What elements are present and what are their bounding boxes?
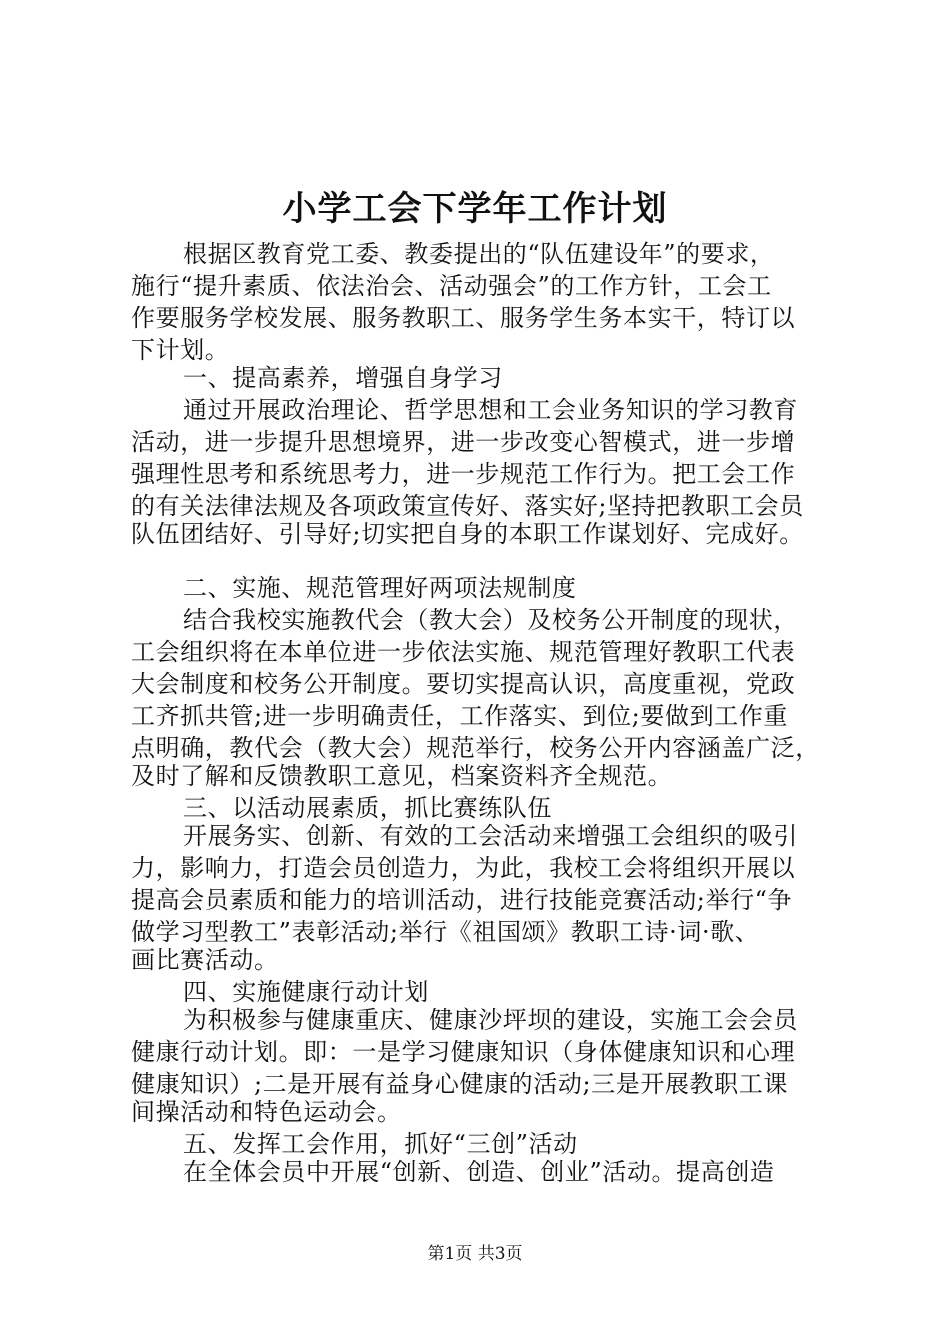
paragraph-line: 大会制度和校务公开制度。要切实提高认识，高度重视，党政 [131,670,796,698]
section-heading: 一、提高素养，增强自身学习 [183,364,503,392]
paragraph-line: 结合我校实施教代会（教大会）及校务公开制度的现状， [183,606,798,634]
paragraph-line: 强理性思考和系统思考力，进一步规范工作行为。把工会工作 [131,460,796,488]
paragraph-line: 活动，进一步提升思想境界，进一步改变心智模式，进一步增 [131,428,796,456]
paragraph-line: 在全体会员中开展“创新、创造、创业”活动。提高创造 [183,1158,775,1186]
page-footer: 第1页 共3页 [427,1244,523,1264]
document-title: 小学工会下学年工作计划 [282,189,668,229]
paragraph-line: 及时了解和反馈教职工意见，档案资料齐全规范。 [131,762,673,790]
paragraph-line: 作要服务学校发展、服务教职工、服务学生务本实干，特订以 [131,304,796,332]
paragraph-line: 健康行动计划。即：一是学习健康知识（身体健康知识和心理 [131,1038,796,1066]
paragraph-line: 画比赛活动。 [131,946,279,974]
paragraph-line: 开展务实、创新、有效的工会活动来增强工会组织的吸引 [183,822,798,850]
paragraph-line: 健康知识）;二是开展有益身心健康的活动;三是开展教职工课 [131,1070,788,1098]
paragraph-line: 通过开展政治理论、哲学思想和工会业务知识的学习教育 [183,396,798,424]
paragraph-line: 做学习型教工”表彰活动;举行《祖国颂》教职工诗·词·歌、 [131,918,760,946]
paragraph-line: 工齐抓共管;进一步明确责任，工作落实、到位;要做到工作重 [131,702,788,730]
paragraph-line: 施行“提升素质、依法治会、活动强会”的工作方针，工会工 [131,272,772,300]
paragraph-line: 提高会员素质和能力的培训活动，进行技能竞赛活动;举行“争 [131,886,793,914]
section-heading: 四、实施健康行动计划 [183,978,429,1006]
paragraph-line: 的有关法律法规及各项政策宣传好、落实好;坚持把教职工会员 [131,492,804,520]
paragraph-line: 工会组织将在本单位进一步依法实施、规范管理好教职工代表 [131,638,796,666]
section-heading: 三、以活动展素质，抓比赛练队伍 [183,794,552,822]
section-heading: 二、实施、规范管理好两项法规制度 [183,574,577,602]
paragraph-line: 力，影响力，打造会员创造力，为此，我校工会将组织开展以 [131,854,796,882]
paragraph-line: 为积极参与健康重庆、健康沙坪坝的建设，实施工会会员 [183,1006,798,1034]
paragraph-line: 点明确，教代会（教大会）规范举行，校务公开内容涵盖广泛， [131,734,820,762]
paragraph-line: 下计划。 [131,336,230,364]
paragraph-line: 间操活动和特色运动会。 [131,1098,402,1126]
paragraph-line: 根据区教育党工委、教委提出的“队伍建设年”的要求， [183,240,775,268]
section-heading: 五、发挥工会作用，抓好“三创”活动 [183,1130,578,1158]
paragraph-line: 队伍团结好、引导好;切实把自身的本职工作谋划好、完成好。 [131,520,804,548]
